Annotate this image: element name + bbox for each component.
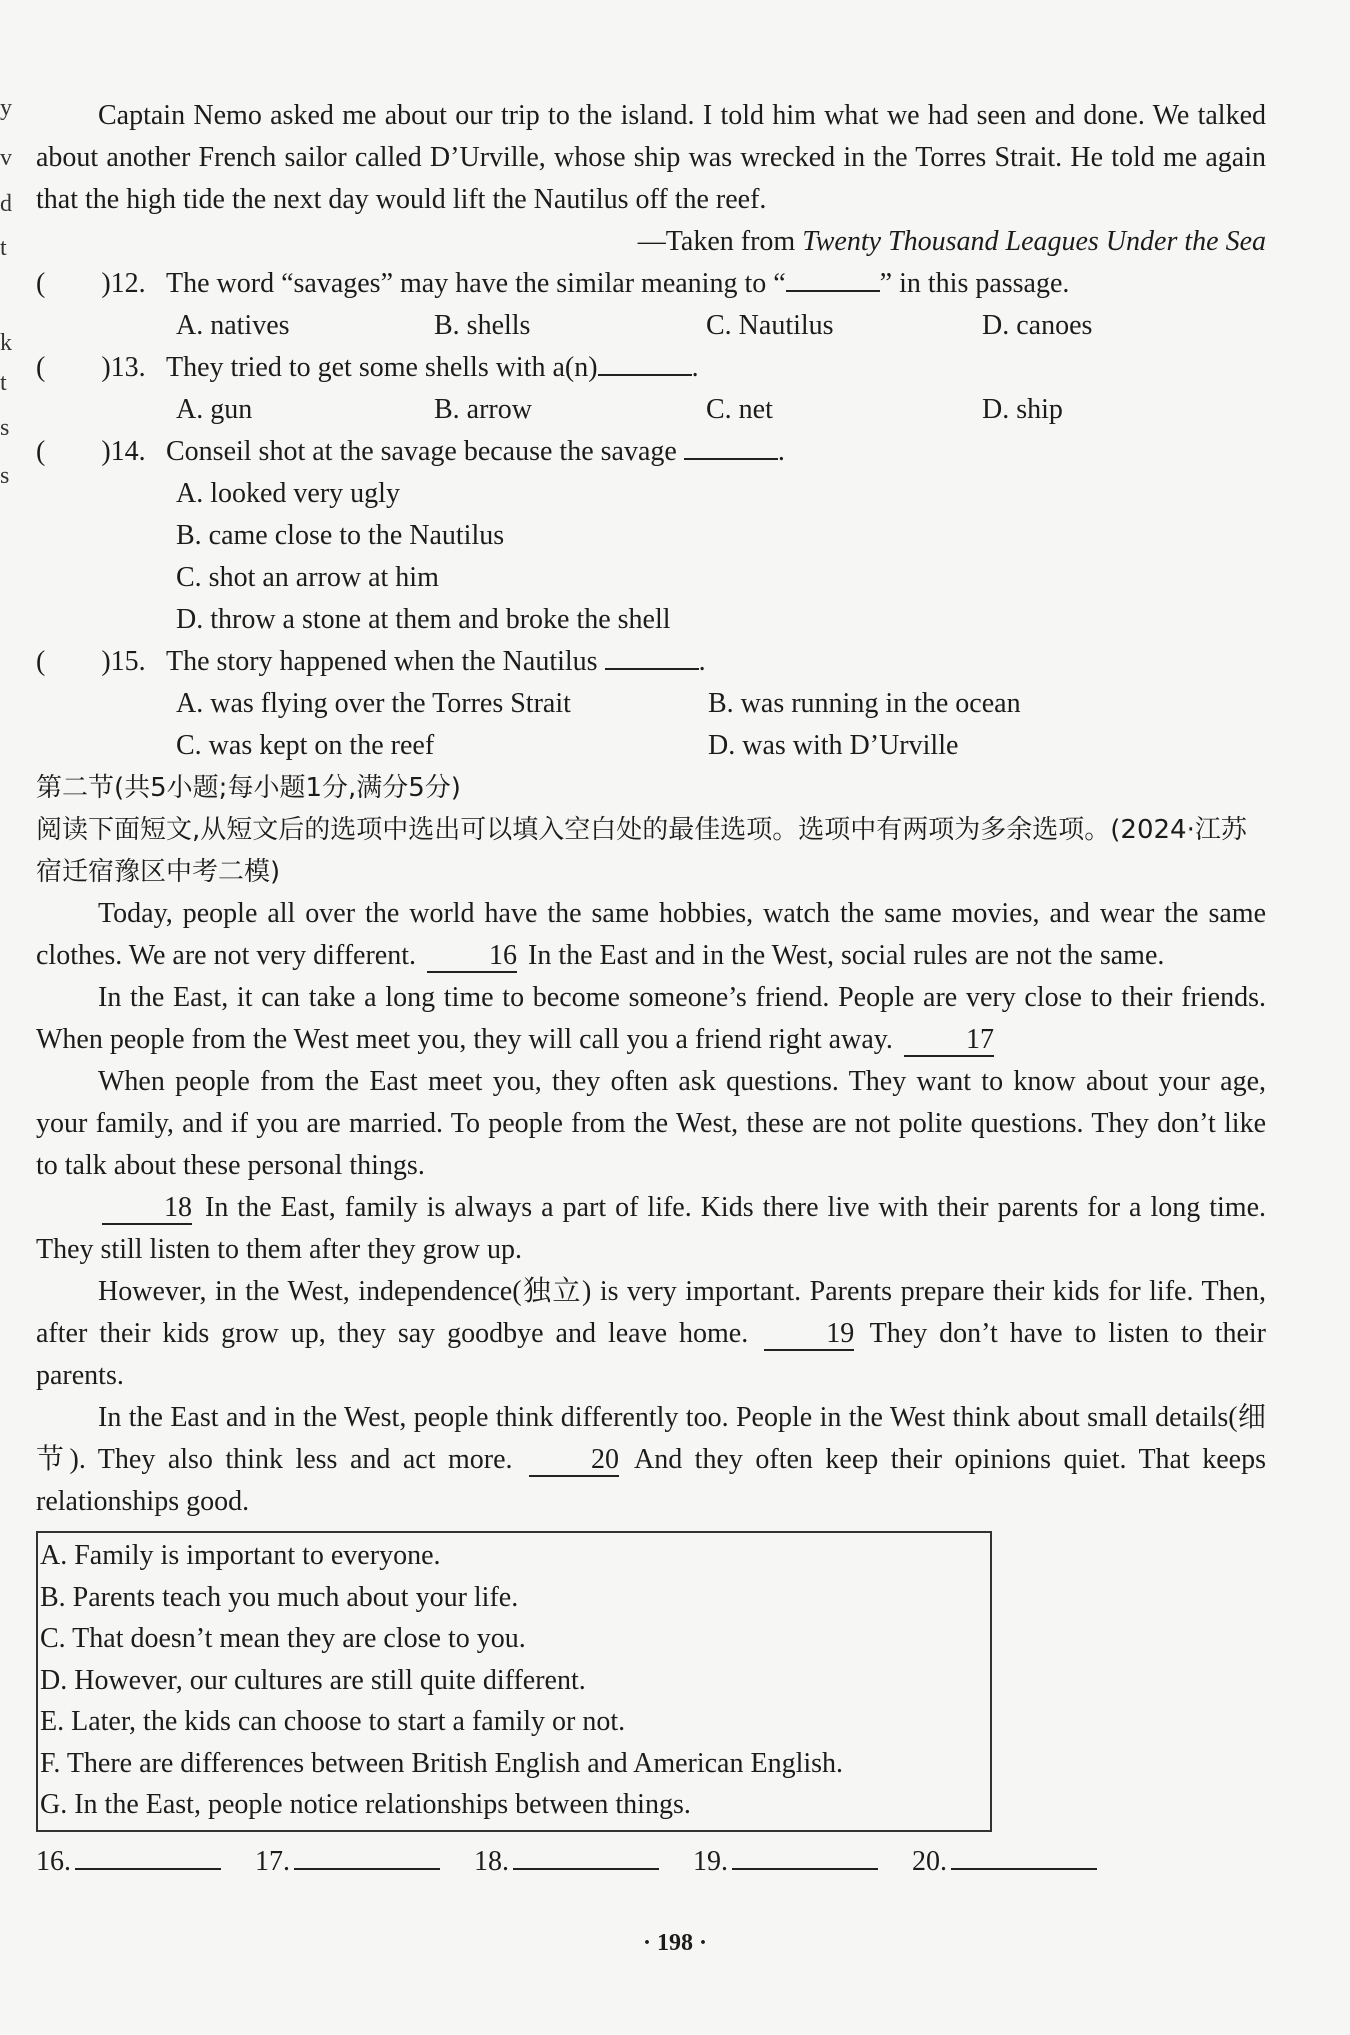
answer-paren[interactable]: ( )12. [36, 268, 146, 299]
question-stem: They tried to get some shells with a(n) . [166, 347, 1266, 389]
choice-f: F. There are differences between British English and American English. [40, 1747, 844, 1779]
page-content [36, 95, 1266, 1883]
choice-a: A. Family is important to everyone. [40, 1540, 441, 1571]
choice-g: G. In the East, people notice relationships between things. [40, 1789, 691, 1820]
answer-17: 17. [255, 1838, 440, 1883]
option-d[interactable]: D. was with D’Urville [708, 730, 959, 761]
answer-paren[interactable]: ( )13. [36, 352, 146, 383]
edge-letter: t [0, 370, 7, 396]
option-c[interactable]: C. net [706, 394, 773, 425]
section-instruction: 阅读下面短文,从短文后的选项中选出可以填入空白处的最佳选项。选项中有两项为多余选项。(2024·江苏宿迁宿豫区中考二模) [36, 815, 1247, 887]
choice-c: C. That doesn’t mean they are close to you. [40, 1623, 526, 1654]
option-b[interactable]: B. arrow [434, 394, 532, 425]
passage-source [36, 221, 1266, 263]
passage2-paragraph-1: Today, people all over the world have the same hobbies, watch the same movies, and wear the same clothes. We are not very different. 16 In the East and in the West, social rules are not the same. [36, 898, 1266, 971]
source-prefix: —Taken from [637, 226, 803, 257]
option-b[interactable]: B. shells [434, 310, 531, 341]
answer-blank-16[interactable]: 16 [427, 941, 517, 973]
question-15-options [36, 683, 1266, 767]
answer-line-row [36, 1838, 1266, 1883]
edge-letter: y [0, 95, 12, 121]
answer-blank-19[interactable]: 19 [764, 1319, 854, 1351]
option-d[interactable]: D. ship [982, 394, 1063, 425]
passage2-paragraph-5: However, in the West, independence(独立) is very important. Parents prepare their kids for life. Then, after their kids grow up, they say goodbye and leave home. 19 They don’t have to listen to their parents. [36, 1276, 1267, 1391]
answer-line[interactable] [513, 1838, 659, 1870]
answer-18: 18. [474, 1838, 659, 1883]
passage2-paragraph-4: 18 In the East, family is always a part of life. Kids there live with their parents for a long time. They still listen to them after they grow up. [36, 1192, 1267, 1265]
passage2-paragraph-6: In the East and in the West, people think differently too. People in the West think about small details(细节). They also think less and act more. 20 And they often keep their opinions quiet. That keeps relationships good. [36, 1402, 1267, 1517]
answer-blank-17[interactable]: 17 [904, 1025, 994, 1057]
option-d[interactable]: D. canoes [982, 310, 1093, 341]
answer-blank[interactable] [598, 348, 692, 376]
answer-16: 16. [36, 1838, 221, 1883]
answer-paren[interactable]: ( )15. [36, 646, 146, 677]
question-13 [36, 347, 1266, 389]
answer-line[interactable] [951, 1838, 1097, 1870]
question-14 [36, 431, 1266, 473]
answer-line[interactable] [294, 1838, 440, 1870]
option-b[interactable]: B. was running in the ocean [708, 688, 1021, 719]
option-d[interactable]: D. throw a stone at them and broke the shell [176, 604, 671, 635]
passage2-paragraph-2: In the East, it can take a long time to become someone’s friend. People are very close to their friends. When people from the West meet you, they will call you a friend right away. 17 [36, 982, 1266, 1055]
answer-blank[interactable] [786, 264, 880, 292]
choices-box [36, 1531, 992, 1832]
edge-letter: k [0, 330, 12, 356]
option-a[interactable]: A. looked very ugly [176, 478, 400, 509]
option-a[interactable]: A. natives [176, 310, 290, 341]
passage2-paragraph-3: When people from the East meet you, they often ask questions. They want to know about your age, your family, and if you are married. To people from the West, these are not polite questions. They don’t like to talk about these personal things. [36, 1066, 1266, 1181]
answer-line[interactable] [732, 1838, 878, 1870]
option-a[interactable]: A. was flying over the Torres Strait [176, 688, 571, 719]
question-stem: The word “savages” may have the similar meaning to “ ” in this passage. [166, 263, 1266, 305]
edge-letter: d [0, 191, 12, 217]
page-number: · 198 · [642, 1930, 707, 1956]
question-stem: Conseil shot at the savage because the savage . [166, 431, 1266, 473]
answer-19: 19. [693, 1838, 878, 1883]
choice-e: E. Later, the kids can choose to start a family or not. [40, 1706, 626, 1737]
edge-letter: s [0, 415, 10, 441]
answer-20: 20. [912, 1838, 1097, 1883]
choice-d: D. However, our cultures are still quite different. [40, 1664, 586, 1696]
answer-blank-20[interactable]: 20 [529, 1445, 619, 1477]
edge-letter: v [0, 145, 12, 171]
option-c[interactable]: C. was kept on the reef [176, 730, 435, 761]
passage-paragraph: Captain Nemo asked me about our trip to the island. I told him what we had seen and done. We talked about another French sailor called D’Urville, whose ship was wrecked in the Torres Strait. He told me again that the high tide the next day would lift the Nautilus off the reef. [36, 100, 1266, 215]
answer-line[interactable] [75, 1838, 221, 1870]
answer-paren[interactable]: ( )14. [36, 436, 146, 467]
answer-blank[interactable] [605, 642, 699, 670]
question-12 [36, 263, 1266, 305]
answer-blank[interactable] [684, 432, 778, 460]
question-15 [36, 641, 1266, 683]
choice-b: B. Parents teach you much about your life. [40, 1581, 519, 1613]
section-heading: 第二节(共5小题;每小题1分,满分5分) [36, 773, 461, 803]
option-c[interactable]: C. Nautilus [706, 310, 834, 341]
question-13-options [36, 389, 1266, 431]
option-c[interactable]: C. shot an arrow at him [176, 562, 439, 593]
edge-letter: t [0, 235, 7, 261]
source-title: Twenty Thousand Leagues Under the Sea [802, 226, 1266, 257]
option-b[interactable]: B. came close to the Nautilus [176, 520, 505, 551]
option-a[interactable]: A. gun [176, 394, 253, 425]
edge-letter: s [0, 463, 10, 489]
question-stem: The story happened when the Nautilus . [166, 641, 1266, 683]
question-12-options [36, 305, 1266, 347]
answer-blank-18[interactable]: 18 [102, 1193, 192, 1225]
